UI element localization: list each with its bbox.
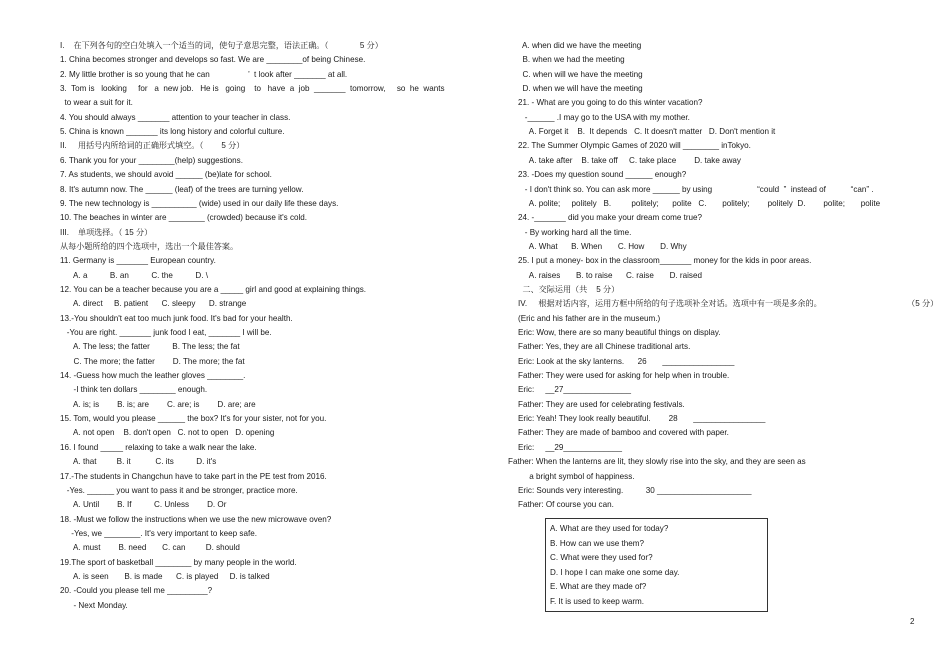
- left-line: 2. My little brother is so young that he can ’ t look after _______ at all.: [60, 69, 348, 79]
- left-line: 18. -Must we follow the instructions when we use the new microwave oven?: [60, 514, 332, 524]
- left-line: A. Until B. If C. Unless D. Or: [60, 500, 227, 510]
- answer-options-box: [545, 518, 768, 612]
- right-line: 25. I put a money- box in the classroom_______ money for the kids in poor areas.: [518, 256, 812, 266]
- option-item: C. What were they used for?: [550, 553, 653, 562]
- right-line: A. What B. When C. How D. Why: [518, 241, 687, 251]
- left-line: A. a B. an C. the D. \: [60, 270, 208, 280]
- right-line: Eric: __29_____________: [518, 442, 622, 452]
- right-line: a bright symbol of happiness.: [518, 471, 635, 481]
- left-line: C. The more; the fatter D. The more; the fat: [60, 356, 245, 366]
- right-line: Father: Yes, they are all Chinese traditional arts.: [518, 342, 691, 352]
- left-line: -Yes, we ________. It's very important to keep safe.: [60, 528, 257, 538]
- right-line: A. take after B. take off C. take place D. take away: [518, 155, 741, 165]
- left-line: A. direct B. patient C. sleepy D. strange: [60, 299, 247, 309]
- left-line: 19.The sport of basketball ________ by many people in the world.: [60, 557, 297, 567]
- right-line: C. when will we have the meeting: [518, 69, 643, 79]
- left-line: A. is seen B. is made C. is played D. is talked: [60, 571, 270, 581]
- page-number: 2: [910, 617, 915, 626]
- right-line: Father: They are made of bamboo and covered with paper.: [518, 428, 729, 438]
- left-line: -I think ten dollars ________ enough.: [60, 385, 208, 395]
- right-line: 22. The Summer Olympic Games of 2020 will ________ inTokyo.: [518, 141, 751, 151]
- right-line: Eric: Wow, there are so many beautiful things on display.: [518, 328, 721, 337]
- right-line: 23. -Does my question sound ______ enough?: [518, 170, 687, 180]
- left-line: A. not open B. don't open C. not to open D. opening: [60, 428, 275, 438]
- left-line: 11. Germany is _______ European country.: [60, 256, 216, 266]
- right-line: Father: They were used for asking for help when in trouble.: [518, 371, 730, 381]
- right-line: B. when we had the meeting: [518, 55, 625, 65]
- left-line: A. is; is B. is; are C. are; is D. are; are: [60, 399, 256, 409]
- left-line: A. that B. it C. its D. it's: [60, 457, 217, 467]
- left-line: 1. China becomes stronger and develops so fast. We are ________of being Chinese.: [60, 55, 366, 65]
- left-line: 6. Thank you for your ________(help) suggestions.: [60, 155, 243, 165]
- right-line: Eric: Yeah! They look really beautiful. 28 ________________: [518, 414, 766, 424]
- right-line: - By working hard all the time.: [518, 227, 632, 237]
- right-line: (Eric and his father are in the museum.): [518, 313, 661, 323]
- left-line: A. The less; the fatter B. The less; the fat: [60, 342, 240, 352]
- option-item: A. What are they used for today?: [550, 524, 669, 533]
- left-line: 20. -Could you please tell me _________?: [60, 586, 213, 596]
- right-line: A. Forget it B. It depends C. It doesn't matter D. Don't mention it: [518, 127, 776, 137]
- right-line: - I don't think so. You can ask more ______ by using “could ” instead of “can” .: [518, 184, 874, 194]
- left-line: 14. -Guess how much the leather gloves ________.: [60, 371, 246, 381]
- left-line: I. 在下列各句的空白处填入一个适当的词，使句子意思完整，语法正确。（ 5 分）: [60, 41, 383, 50]
- right-line: D. when we will have the meeting: [518, 84, 643, 94]
- right-line: Father: They are used for celebrating festivals.: [518, 399, 685, 409]
- left-line: to wear a suit for it.: [60, 98, 133, 108]
- left-line: A. must B. need C. can D. should: [60, 543, 240, 553]
- right-line: A. when did we have the meeting: [518, 41, 642, 50]
- left-line: 13.-You shouldn't eat too much junk food. It's bad for your health.: [60, 313, 293, 323]
- right-line: Eric: __27_______________: [518, 385, 631, 395]
- option-item: F. It is used to keep warm.: [550, 596, 645, 606]
- right-line: Father: Of course you can.: [518, 500, 614, 510]
- left-line: III. 单项选择。（ 15 分）: [60, 227, 153, 237]
- right-line: Father: When the lanterns are lit, they slowly rise into the sky, and they are seen as: [508, 457, 806, 467]
- left-line: 16. I found _____ relaxing to take a walk near the lake.: [60, 442, 257, 452]
- left-line: 4. You should always _______ attention to your teacher in class.: [60, 112, 291, 122]
- left-line: 10. The beaches in winter are ________ (crowded) because it's cold.: [60, 213, 308, 223]
- option-item: B. How can we use them?: [550, 538, 645, 548]
- left-line: 12. You can be a teacher because you are a _____ girl and good at explaining things.: [60, 284, 366, 294]
- left-line: - Next Monday.: [60, 600, 128, 610]
- right-line: Eric: Look at the sky lanterns. 26 ________________: [518, 356, 735, 366]
- left-line: 15. Tom, would you please ______ the box? It's for your sister, not for you.: [60, 414, 327, 424]
- left-line: 从每小题所给的四个选项中，选出一个最佳答案。: [60, 241, 239, 251]
- left-line: 17.-The students in Changchun have to take part in the PE test from 2016.: [60, 471, 327, 481]
- left-line: 8. It's autumn now. The ______ (leaf) of the trees are turning yellow.: [60, 184, 304, 194]
- left-line: 3. Tom is looking for a new job. He is going to have a job _______ tomorrow, so he wants: [60, 84, 445, 94]
- option-item: E. What are they made of?: [550, 582, 647, 591]
- right-line: IV. 根据对话内容，运用方框中所给的句子选项补全对话。选项中有一项是多余的。 （5 分）: [518, 299, 939, 309]
- left-line: 9. The new technology is __________ (wide) used in our daily life these days.: [60, 198, 339, 208]
- right-line: A. polite; politely B. politely; polite C. politely; politely D. polite; polite: [518, 198, 881, 208]
- left-line: 5. China is known _______ its long history and colorful culture.: [60, 127, 285, 137]
- right-line: Eric: Sounds very interesting. 30 _____________________: [518, 485, 752, 495]
- right-line: -______ .I may go to the USA with my mother.: [518, 112, 690, 122]
- left-line: II. 用括号内所给词的正确形式填空。（ 5 分）: [60, 141, 245, 151]
- right-line: A. raises B. to raise C. raise D. raised: [518, 270, 702, 280]
- left-line: 7. As students, we should avoid ______ (be)late for school.: [60, 170, 272, 180]
- right-line: 二、交际运用（共 5 分）: [518, 284, 620, 294]
- left-line: -You are right. _______ junk food I eat, _______ I will be.: [60, 328, 272, 337]
- option-item: D. I hope I can make one some day.: [550, 567, 680, 577]
- right-line: 21. - What are you going to do this winter vacation?: [518, 98, 703, 108]
- left-line: -Yes. ______ you want to pass it and be stronger, practice more.: [60, 485, 298, 495]
- right-line: 24. -_______ did you make your dream come true?: [518, 213, 703, 223]
